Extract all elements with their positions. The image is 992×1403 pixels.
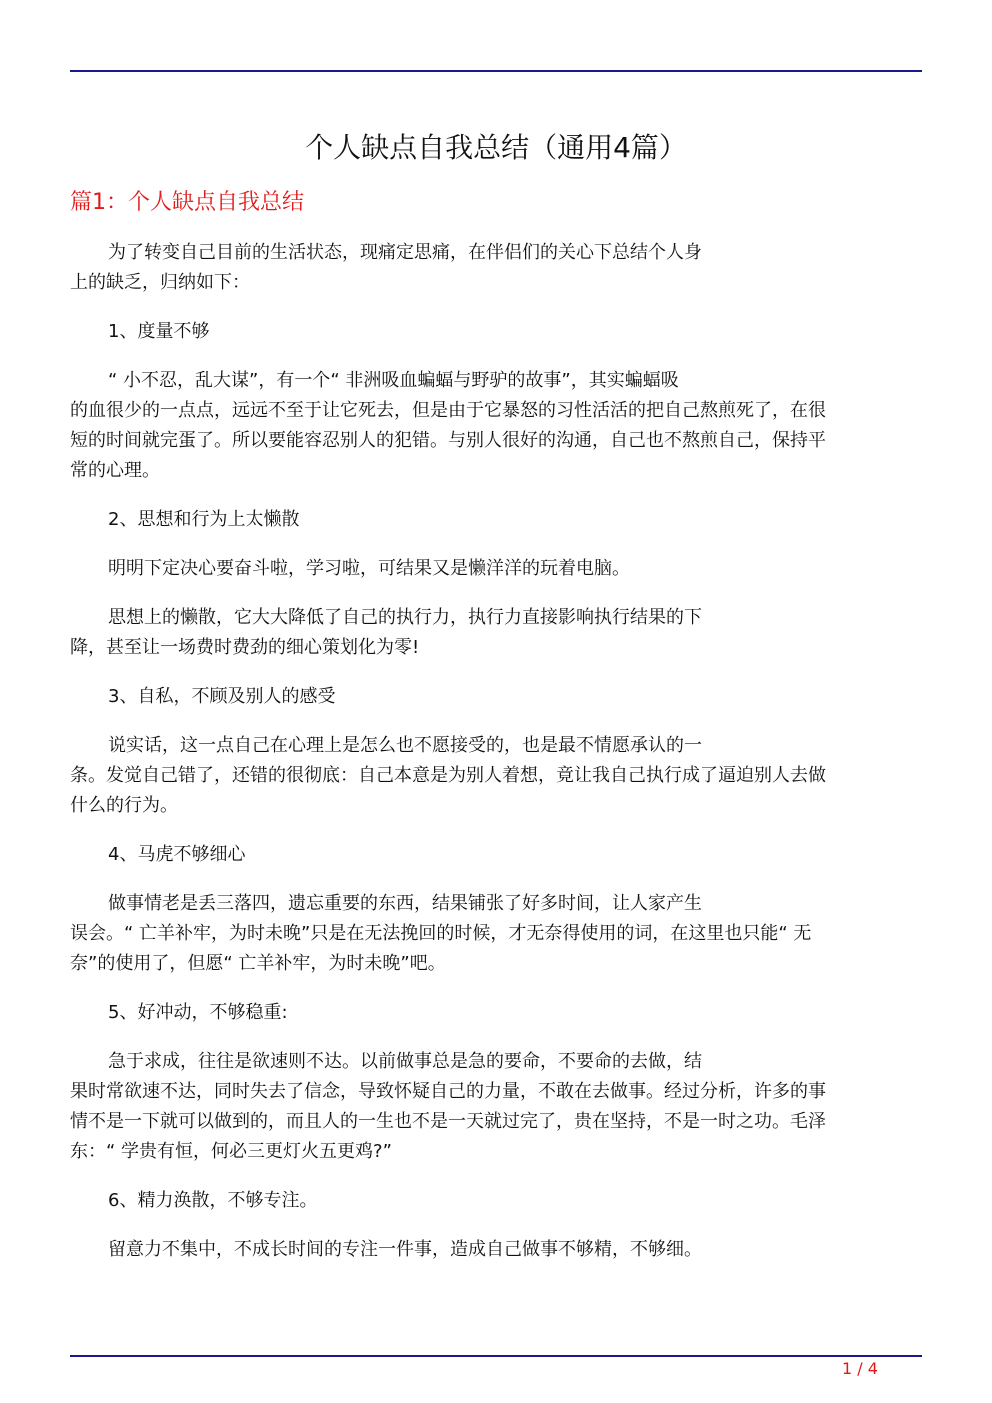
- paragraph: [70, 731, 912, 821]
- list-heading: [70, 505, 912, 535]
- page-number: 1 / 4: [842, 1359, 878, 1378]
- paragraph-line: 误会。“ 亡羊补牢，为时未晚”只是在无法挽回的时候，才无奈得使用的词，在这里也只能“ 无: [70, 923, 812, 944]
- paragraph-line: 条。发觉自己错了，还错的很彻底：自己本意是为别人着想，竟让我自己执行成了逼迫别人去做: [70, 765, 826, 786]
- paragraph: [70, 1235, 912, 1265]
- list-heading: [70, 682, 912, 712]
- paragraph-line: 上的缺乏，归纳如下：: [70, 272, 250, 293]
- paragraph-line: 什么的行为。: [70, 795, 178, 816]
- footer-rule: [70, 1355, 922, 1357]
- paragraph-line: 2、思想和行为上太懒散: [108, 509, 300, 530]
- list-heading: [70, 840, 912, 870]
- paragraph-line: 果时常欲速不达，同时失去了信念，导致怀疑自己的力量，不敢在去做事。经过分析，许多的事: [70, 1081, 826, 1102]
- paragraph-line: 的血很少的一点点，远远不至于让它死去，但是由于它暴怒的习性活活的把自己熬煎死了，在很: [70, 400, 826, 421]
- paragraph-line: 明明下定决心要奋斗啦，学习啦，可结果又是懒洋洋的玩着电脑。: [108, 558, 630, 579]
- document-title: 个人缺点自我总结（通用4篇）: [305, 131, 687, 164]
- paragraph-line: 3、自私，不顾及别人的感受: [108, 686, 336, 707]
- paragraph-line: 奈”的使用了，但愿“ 亡羊补牢，为时未晚”吧。: [70, 953, 446, 974]
- header-rule: [70, 70, 922, 72]
- paragraph-line: 情不是一下就可以做到的，而且人的一生也不是一天就过完了，贵在坚持，不是一时之功。毛泽: [70, 1111, 826, 1132]
- document-body: [70, 238, 912, 1284]
- paragraph: [70, 366, 912, 486]
- paragraph-line: 常的心理。: [70, 460, 160, 481]
- paragraph-line: 留意力不集中，不成长时间的专注一件事，造成自己做事不够精，不够细。: [108, 1239, 702, 1260]
- paragraph: [70, 1047, 912, 1167]
- paragraph-line: 降，甚至让一场费时费劲的细心策划化为零!: [70, 637, 420, 658]
- paragraph-line: 4、马虎不够细心: [108, 844, 246, 865]
- paragraph: [70, 238, 912, 298]
- paragraph-line: 5、好冲动，不够稳重:: [108, 1002, 288, 1023]
- paragraph-line: “ 小不忍，乱大谋”，有一个“ 非洲吸血蝙蝠与野驴的故事”，其实蝙蝠吸: [108, 370, 679, 391]
- list-heading: [70, 317, 912, 347]
- paragraph: [70, 603, 912, 663]
- paragraph-line: 说实话，这一点自己在心理上是怎么也不愿接受的，也是最不情愿承认的一: [108, 735, 702, 756]
- paragraph-line: 短的时间就完蛋了。所以要能容忍别人的犯错。与别人很好的沟通，自己也不熬煎自己，保持平: [70, 430, 826, 451]
- paragraph-line: 6、精力涣散，不够专注。: [108, 1190, 318, 1211]
- paragraph-line: 急于求成，往往是欲速则不达。以前做事总是急的要命，不要命的去做，结: [108, 1051, 702, 1072]
- list-heading: [70, 998, 912, 1028]
- paragraph: [70, 554, 912, 584]
- paragraph-line: 思想上的懒散，它大大降低了自己的执行力，执行力直接影响执行结果的下: [108, 607, 702, 628]
- paragraph: [70, 889, 912, 979]
- section-heading: 篇1：个人缺点自我总结: [70, 190, 304, 215]
- paragraph-line: 东：“ 学贵有恒，何必三更灯火五更鸡?”: [70, 1141, 392, 1162]
- paragraph-line: 做事情老是丢三落四，遗忘重要的东西，结果铺张了好多时间，让人家产生: [108, 893, 702, 914]
- paragraph-line: 为了转变自己目前的生活状态，现痛定思痛，在伴侣们的关心下总结个人身: [108, 242, 702, 263]
- list-heading: [70, 1186, 912, 1216]
- paragraph-line: 1、度量不够: [108, 321, 210, 342]
